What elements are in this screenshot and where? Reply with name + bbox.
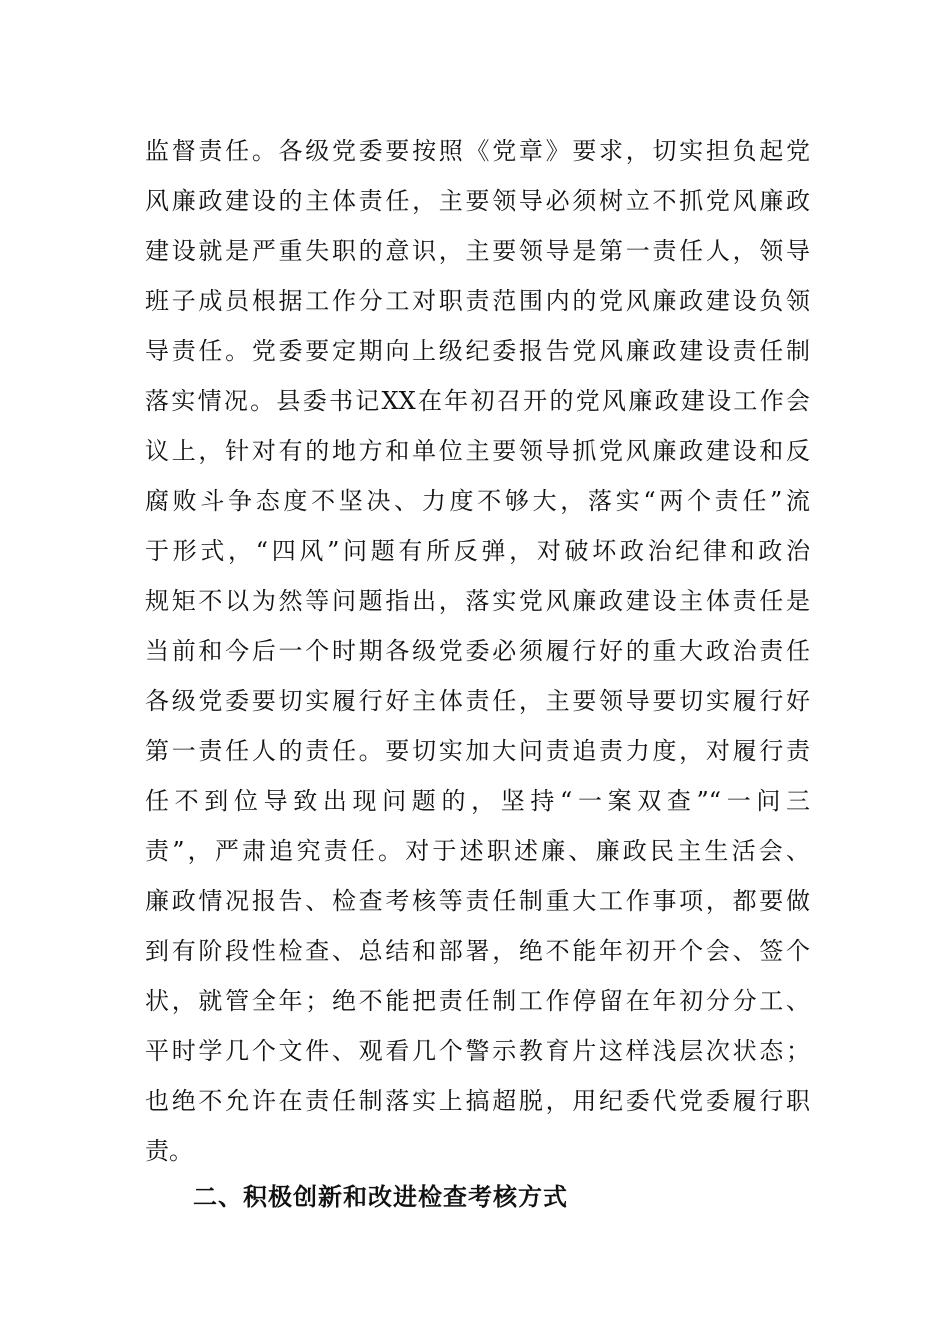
body-paragraph <box>145 126 810 1176</box>
text-line-last: 责。 <box>145 1137 193 1165</box>
section-heading: 二、积极创新和改进检查考核方式 <box>193 1183 568 1211</box>
text-line: 风廉政建设的主体责任，主要领导必须树立不抓党风廉政 <box>145 187 810 215</box>
text-line: 平时学几个文件、观看几个警示教育片这样浅层次状态； <box>145 1037 810 1065</box>
text-line: 于形式，“四风”问题有所反弹，对破坏政治纪律和政治 <box>145 537 810 565</box>
text-line: 建设就是严重失职的意识，主要领导是第一责任人，领导 <box>145 237 810 265</box>
text-line: 监督责任。各级党委要按照《党章》要求，切实担负起党 <box>145 137 810 165</box>
text-line: 第一责任人的责任。要切实加大问责追责力度，对履行责 <box>145 737 810 765</box>
text-line: 规矩不以为然等问题指出，落实党风廉政建设主体责任是 <box>145 587 810 615</box>
text-line: 班子成员根据工作分工对职责范围内的党风廉政建设负领 <box>145 287 810 315</box>
text-line: 到有阶段性检查、总结和部署，绝不能年初开个会、签个 <box>145 937 810 965</box>
text-line: 腐败斗争态度不坚决、力度不够大，落实“两个责任”流 <box>145 487 810 515</box>
text-line: 责”，严肃追究责任。对于述职述廉、廉政民主生活会、 <box>145 837 810 865</box>
text-line: 议上，针对有的地方和单位主要领导抓党风廉政建设和反 <box>145 437 810 465</box>
text-line: 廉政情况报告、检查考核等责任制重大工作事项，都要做 <box>145 887 810 915</box>
text-line: 导责任。党委要定期向上级纪委报告党风廉政建设责任制 <box>145 337 810 365</box>
text-line: 各级党委要切实履行好主体责任，主要领导要切实履行好 <box>145 687 810 715</box>
text-line: 落实情况。县委书记XX在年初召开的党风廉政建设工作会 <box>145 387 810 415</box>
text-line: 当前和今后一个时期各级党委必须履行好的重大政治责任 <box>145 637 810 665</box>
text-line: 状，就管全年；绝不能把责任制工作停留在年初分分工、 <box>145 987 810 1015</box>
text-line: 也绝不允许在责任制落实上搞超脱，用纪委代党委履行职 <box>145 1087 810 1115</box>
text-line: 任不到位导致出现问题的，坚持“一案双查”“一问三 <box>145 787 810 815</box>
